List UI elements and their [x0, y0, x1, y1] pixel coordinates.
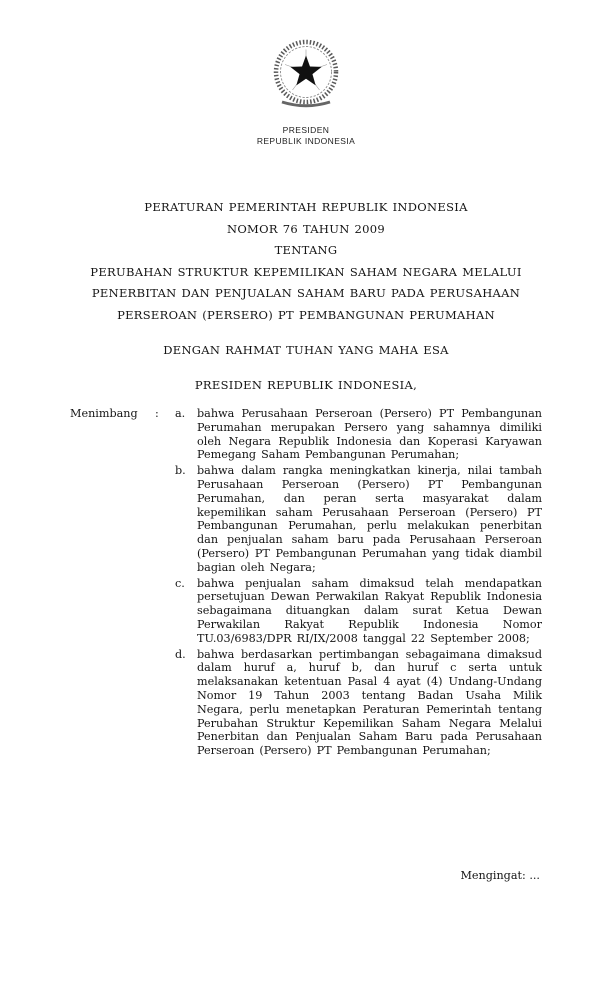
- regulation-number-line: NOMOR 76 TAHUN 2009: [226, 221, 386, 236]
- considering-item-c: [175, 577, 542, 646]
- regulation-subject-line-2: PENERBITAN DAN PENJUALAN SAHAM BARU PADA PERUSAHAAN: [91, 286, 521, 300]
- item-marker: d.: [175, 647, 186, 661]
- considering-label: Menimbang: [70, 407, 138, 420]
- letterhead-republik-indonesia: REPUBLIK INDONESIA: [256, 136, 356, 146]
- regulation-subject-line-3: PERSEROAN (PERSERO) PT PEMBANGUNAN PERUMAHAN: [117, 307, 495, 322]
- item-text: bahwa penjualan saham dimaksud telah mendapatkan persetujuan Dewan Perwakilan Rakyat Republik Indonesia sebagaimana dituangkan dalam surat Ketua Dewan Perwakilan Rakyat Republik Indonesia Nomor TU.03/6983/DPR RI/IX/2008 tanggal 22 September 2008;: [197, 576, 542, 645]
- considering-separator: :: [155, 407, 159, 420]
- presidential-seal-icon: [268, 36, 344, 114]
- considering-item-a: [175, 407, 542, 462]
- regulation-title-line: PERATURAN PEMERINTAH REPUBLIK INDONESIA: [144, 200, 468, 214]
- letterhead-presiden: PRESIDEN: [282, 125, 330, 135]
- letterhead: [0, 36, 612, 147]
- item-marker: b.: [175, 464, 186, 478]
- authority-line: PRESIDEN REPUBLIK INDONESIA,: [194, 377, 418, 392]
- regulation-tentang-line: TENTANG: [274, 243, 338, 257]
- considering-section: [70, 407, 542, 760]
- item-text: bahwa dalam rangka meningkatkan kinerja, nilai tambah Perusahaan Perseroan (Persero) PT Pembangunan Perumahan, dan peran serta masyarakat dalam kepemilikan saham Perusahaan Perseroan (Persero) PT Pembangunan Perumahan, perlu melakukan penerbitan dan penjualan saham baru pada Perusahaan Perseroan (Persero) PT Pembangunan Perumahan yang tidak diambil bagian oleh Negara;: [197, 464, 542, 574]
- invocation-line: DENGAN RAHMAT TUHAN YANG MAHA ESA: [163, 343, 449, 357]
- item-text: bahwa berdasarkan pertimbangan sebagaimana dimaksud dalam huruf a, huruf b, dan huruf c serta untuk melaksanakan ketentuan Pasal 4 ayat (4) Undang-Undang Nomor 19 Tahun 2003 tentang Badan Usaha Milik Negara, perlu menetapkan Peraturan Pemerintah tentang Perubahan Struktur Kepemilikan Saham Negara Melalui Penerbitan dan Penjualan Saham Baru pada Perusahaan Perseroan (Persero) PT Pembangunan Perumahan;: [197, 647, 542, 758]
- page-catchword: Mengingat: ...: [460, 869, 540, 882]
- item-marker: a.: [175, 407, 186, 420]
- item-marker: c.: [175, 576, 185, 590]
- title-block: [0, 197, 612, 396]
- considering-item-b: [175, 464, 542, 574]
- regulation-subject-line-1: PERUBAHAN STRUKTUR KEPEMILIKAN SAHAM NEGARA MELALUI: [90, 264, 522, 279]
- considering-items: [175, 407, 542, 760]
- considering-item-d: [175, 648, 542, 758]
- item-text: bahwa Perusahaan Perseroan (Persero) PT Pembangunan Perumahan merupakan Persero yang sahamnya dimiliki oleh Negara Republik Indonesia dan Koperasi Karyawan Pemegang Saham Pembangunan Perumahan;: [197, 407, 542, 462]
